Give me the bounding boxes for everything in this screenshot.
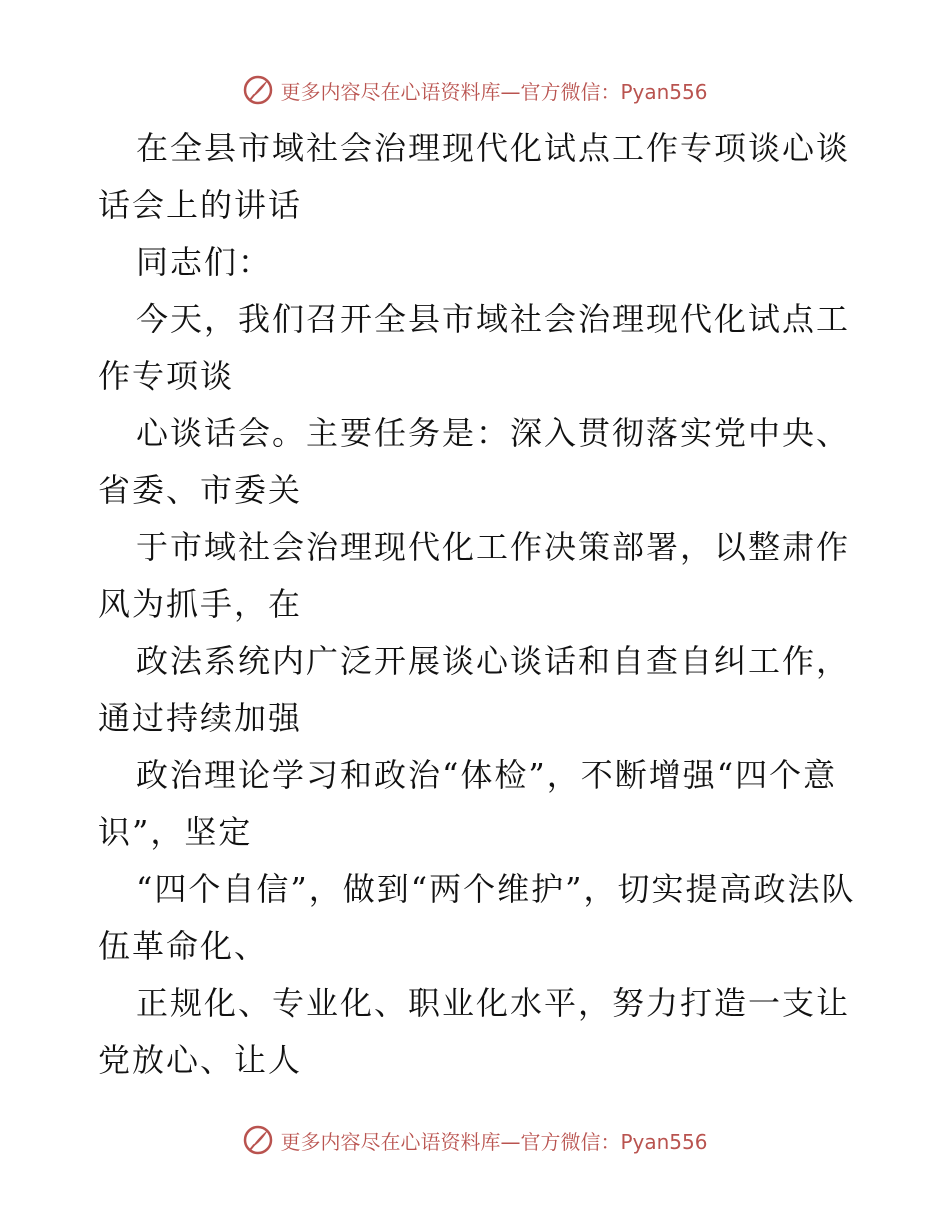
- footer-banner-text: 更多内容尽在心语资料库—官方微信：Pyan556: [280, 1129, 708, 1154]
- paragraph: 今天，我们召开全县市域社会治理现代化试点工作专项谈: [98, 300, 851, 395]
- paragraph: 政法系统内广泛开展谈心谈话和自查自纠工作，通过持续加强: [98, 642, 851, 737]
- paragraph: 正规化、专业化、职业化水平，努力打造一支让党放心、让人: [98, 984, 851, 1079]
- quill-logo-icon: [242, 74, 274, 106]
- paragraph: 心谈话会。主要任务是：深入贯彻落实党中央、省委、市委关: [98, 414, 851, 509]
- header-banner: [0, 70, 950, 110]
- header-banner-text: 更多内容尽在心语资料库—官方微信：Pyan556: [280, 79, 708, 104]
- quill-logo-icon: [242, 1124, 274, 1156]
- paragraph: 于市域社会治理现代化工作决策部署，以整肃作风为抓手，在: [98, 528, 851, 623]
- paragraph: “四个自信”，做到“两个维护”，切实提高政法队伍革命化、: [98, 870, 856, 965]
- document-title: 在全县市域社会治理现代化试点工作专项谈心谈话会上的讲话: [98, 129, 851, 224]
- footer-banner: [0, 1120, 950, 1160]
- document-body: [98, 120, 858, 1089]
- paragraph: 政治理论学习和政治“体检”，不断增强“四个意识”，坚定: [98, 756, 838, 851]
- paragraph: 同志们：: [136, 243, 273, 281]
